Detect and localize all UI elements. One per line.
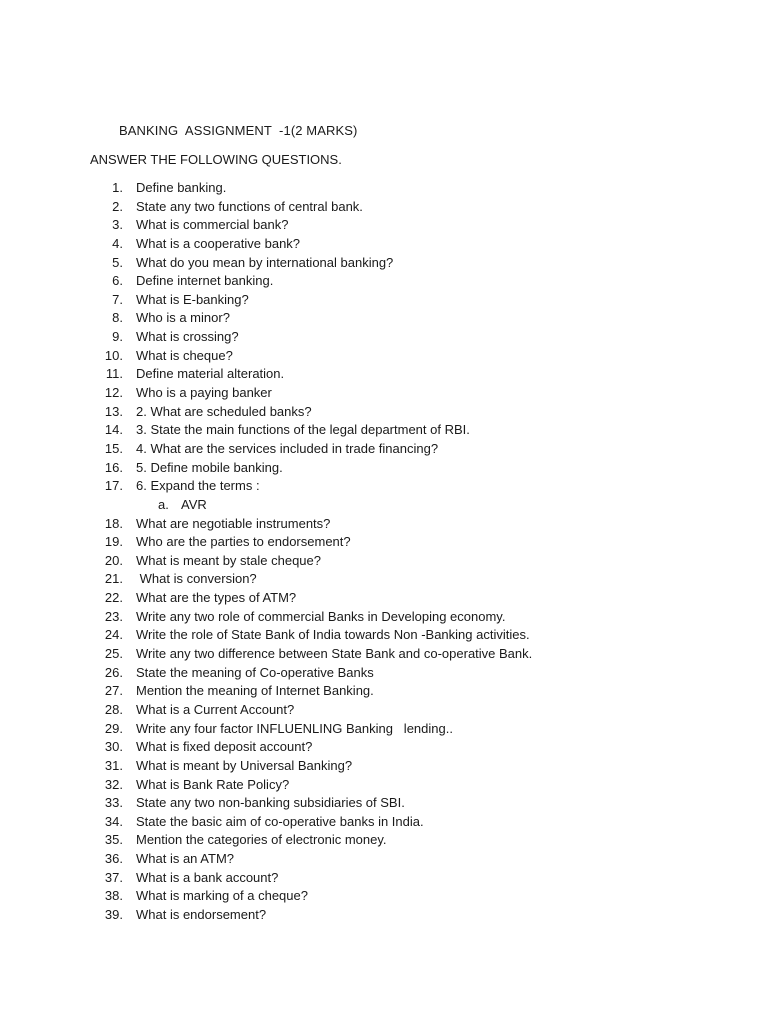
item-text: State any two functions of central bank. [136,198,363,214]
item-text: What are negotiable instruments? [136,515,331,531]
list-item [0,198,768,217]
list-item [0,309,768,328]
item-text: What is fixed deposit account? [136,739,313,755]
item-text: What is crossing? [136,329,239,345]
list-item [0,720,768,739]
item-text: Define internet banking. [136,273,274,289]
item-text: What is Bank Rate Policy? [136,776,290,792]
item-text: What is cheque? [136,347,233,363]
item-number: 18. [104,515,123,531]
item-number: 3. [112,217,123,233]
item-text: What do you mean by international banking? [136,254,394,270]
item-number: 9. [112,329,123,345]
list-item [0,179,768,198]
item-text: 6. Expand the terms : [136,478,260,494]
item-number: 2. [112,198,123,214]
list-item [0,421,768,440]
item-number: 4. [112,235,123,251]
item-number: 25. [104,646,123,662]
item-number: 38. [104,888,123,904]
list-item [0,477,768,496]
item-text: Write the role of State Bank of India towards Non -Banking activities. [136,627,530,643]
item-text: What is meant by stale cheque? [136,552,321,568]
list-item [0,626,768,645]
item-text: Define material alteration. [136,366,285,382]
item-number: 34. [104,813,123,829]
item-number: 16. [104,459,123,475]
question-list [0,179,768,925]
instruction-heading: ANSWER THE FOLLOWING QUESTIONS. [90,152,342,167]
item-text: Who is a minor? [136,310,230,326]
list-item [0,850,768,869]
item-number: 29. [104,720,123,736]
list-item [0,216,768,235]
item-number: 23. [104,608,123,624]
list-item [0,869,768,888]
list-item [0,403,768,422]
list-item [0,589,768,608]
sub-list-item [0,496,768,515]
item-number: 21. [104,571,123,587]
item-text: What is a Current Account? [136,701,295,717]
item-number: 27. [104,683,123,699]
item-number: 15. [104,440,123,456]
list-item [0,906,768,925]
item-number: 36. [104,851,123,867]
list-item [0,272,768,291]
document-title: BANKING ASSIGNMENT -1(2 MARKS) [119,123,358,138]
list-item [0,384,768,403]
list-item [0,291,768,310]
item-number: 13. [104,403,123,419]
list-item [0,254,768,273]
list-item [0,328,768,347]
list-item [0,347,768,366]
item-text: State any two non-banking subsidiaries of SBI. [136,795,405,811]
item-text: What is a cooperative bank? [136,235,301,251]
item-text: Who is a paying banker [136,385,272,401]
item-number: 30. [104,739,123,755]
item-text: What are the types of ATM? [136,590,297,606]
list-item [0,664,768,683]
list-item [0,682,768,701]
item-text: Write any two role of commercial Banks in Developing economy. [136,608,506,624]
item-text: Who are the parties to endorsement? [136,534,351,550]
item-number: 12. [104,385,123,401]
item-text: 5. Define mobile banking. [136,459,283,475]
item-number: 31. [104,757,123,773]
item-text: What is E-banking? [136,291,249,307]
item-number: 14. [104,422,123,438]
item-number: 1. [112,180,123,195]
list-item [0,533,768,552]
item-number: 39. [104,906,123,922]
item-number: 5. [112,254,123,270]
list-item [0,645,768,664]
list-item [0,440,768,459]
item-text: State the meaning of Co-operative Banks [136,664,374,680]
list-item [0,813,768,832]
item-number: 35. [104,832,123,848]
item-text: 3. State the main functions of the legal department of RBI. [136,422,470,438]
list-item [0,552,768,571]
item-text: What is endorsement? [136,906,267,922]
list-item [0,776,768,795]
item-number: 7. [112,291,123,307]
item-text: What is a bank account? [136,869,279,885]
list-item [0,831,768,850]
list-item [0,757,768,776]
item-text: What is marking of a cheque? [136,888,308,904]
list-item [0,570,768,589]
list-item [0,608,768,627]
item-number: 10. [104,347,123,363]
item-text: Mention the categories of electronic money. [136,832,387,848]
list-item [0,794,768,813]
item-number: 26. [104,664,123,680]
item-text: 2. What are scheduled banks? [136,403,312,419]
item-number: 8. [112,310,123,326]
list-item [0,235,768,254]
item-number: 33. [104,795,123,811]
item-number: 24. [104,627,123,643]
item-number: a. [158,496,169,512]
item-text: Write any four factor INFLUENLING Banking lending.. [136,720,453,736]
item-number: 6. [112,273,123,289]
list-item [0,515,768,534]
item-number: 20. [104,552,123,568]
list-item [0,459,768,478]
item-number: 28. [104,701,123,717]
list-item [0,701,768,720]
item-text: Mention the meaning of Internet Banking. [136,683,374,699]
item-text: 4. What are the services included in trade financing? [136,440,439,456]
list-item [0,365,768,384]
item-number: 37. [104,869,123,885]
item-text: State the basic aim of co-operative banks in India. [136,813,424,829]
item-text: AVR [181,496,207,512]
item-number: 19. [104,534,123,550]
item-number: 22. [104,590,123,606]
item-text: Write any two difference between State Bank and co-operative Bank. [136,646,533,662]
item-text: What is meant by Universal Banking? [136,757,353,773]
item-text: What is conversion? [136,571,257,587]
item-text: Define banking. [136,180,227,195]
list-item [0,887,768,906]
item-text: What is commercial bank? [136,217,289,233]
item-text: What is an ATM? [136,851,235,867]
list-item [0,738,768,757]
item-number: 32. [104,776,123,792]
item-number: 17. [104,478,123,494]
item-number: 11. [105,366,123,382]
